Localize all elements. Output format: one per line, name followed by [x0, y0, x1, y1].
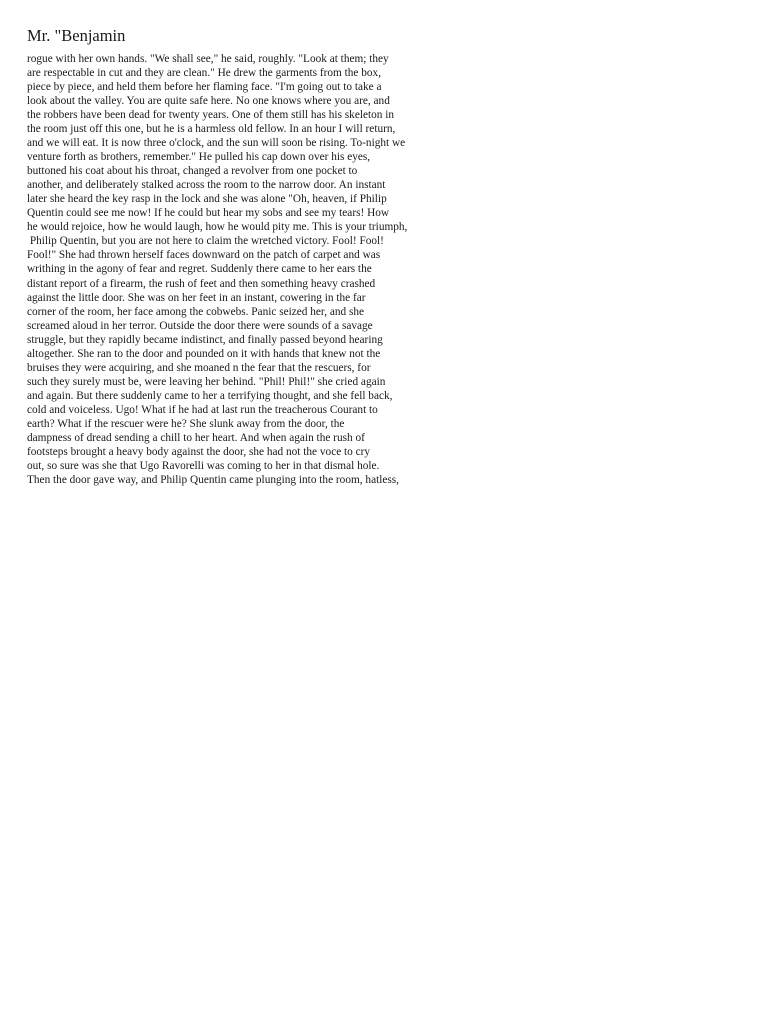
text-line: later she heard the key rasp in the lock and she was alone "Oh, heaven, if Philip — [27, 193, 387, 206]
text-line: and again. But there suddenly came to her a terrifying thought, and she fell back, — [27, 389, 393, 402]
text-line: screamed aloud in her terror. Outside the door there were sounds of a savage — [27, 319, 373, 332]
text-line: the robbers have been dead for twenty years. One of them still has his skeleton in — [27, 109, 395, 122]
text-line: such they surely must be, were leaving her behind. "Phil! Phil!" she cried again — [27, 375, 386, 388]
text-line: Then the door gave way, and Philip Quentin came plunging into the room, hatless, — [27, 473, 399, 486]
body-text — [27, 52, 487, 487]
text-line: distant report of a firearm, the rush of feet and then something heavy crashed — [27, 277, 376, 290]
text-line: writhing in the agony of fear and regret. Suddenly there came to her ears the — [27, 263, 372, 276]
text-line: cold and voiceless. Ugo! What if he had at last run the treacherous Courant to — [27, 403, 378, 416]
text-line: rogue with her own hands. "We shall see," he said, roughly. "Look at them; they — [27, 53, 389, 65]
text-line: bruises they were acquiring, and she moaned n the fear that the rescuers, for — [27, 361, 371, 374]
text-line: look about the valley. You are quite safe here. No one knows where you are, and — [27, 95, 390, 108]
document-title: Mr. "Benjamin — [27, 26, 126, 45]
text-line: venture forth as brothers, remember." He pulled his cap down over his eyes, — [27, 151, 371, 164]
text-line: another, and deliberately stalked across the room to the narrow door. An instant — [27, 179, 386, 192]
text-line: piece by piece, and held them before her flaming face. "I'm going out to take a — [27, 81, 382, 94]
text-line: footsteps brought a heavy body against the door, she had not the voce to cry — [27, 445, 371, 458]
text-line: earth? What if the rescuer were he? She slunk away from the door, the — [27, 417, 345, 430]
text-line: struggle, but they rapidly became indistinct, and finally passed beyond hearing — [27, 333, 383, 346]
text-line: are respectable in cut and they are clean." He drew the garments from the box, — [27, 67, 382, 80]
text-line: against the little door. She was on her feet in an instant, cowering in the far — [27, 291, 366, 304]
text-line: buttoned his coat about his throat, changed a revolver from one pocket to — [27, 165, 358, 178]
text-line: Quentin could see me now! If he could but hear my sobs and see my tears! How — [27, 207, 390, 220]
text-line: the room just off this one, but he is a harmless old fellow. In an hour I will return, — [27, 123, 396, 136]
text-line: corner of the room, her face among the cobwebs. Panic seized her, and she — [27, 305, 365, 318]
text-line: Fool!" She had thrown herself faces downward on the patch of carpet and was — [27, 249, 381, 262]
text-line: and we will eat. It is now three o'clock, and the sun will soon be rising. To-night we — [27, 137, 406, 150]
text-line: Philip Quentin, but you are not here to claim the wretched victory. Fool! Fool! — [27, 235, 384, 248]
text-line: altogether. She ran to the door and pounded on it with hands that knew not the — [27, 347, 381, 360]
text-line: out, so sure was she that Ugo Ravorelli was coming to her in that dismal hole. — [27, 459, 380, 472]
text-line: he would rejoice, how he would laugh, how he would pity me. This is your triumph, — [27, 221, 408, 234]
text-line: dampness of dread sending a chill to her heart. And when again the rush of — [27, 431, 365, 444]
